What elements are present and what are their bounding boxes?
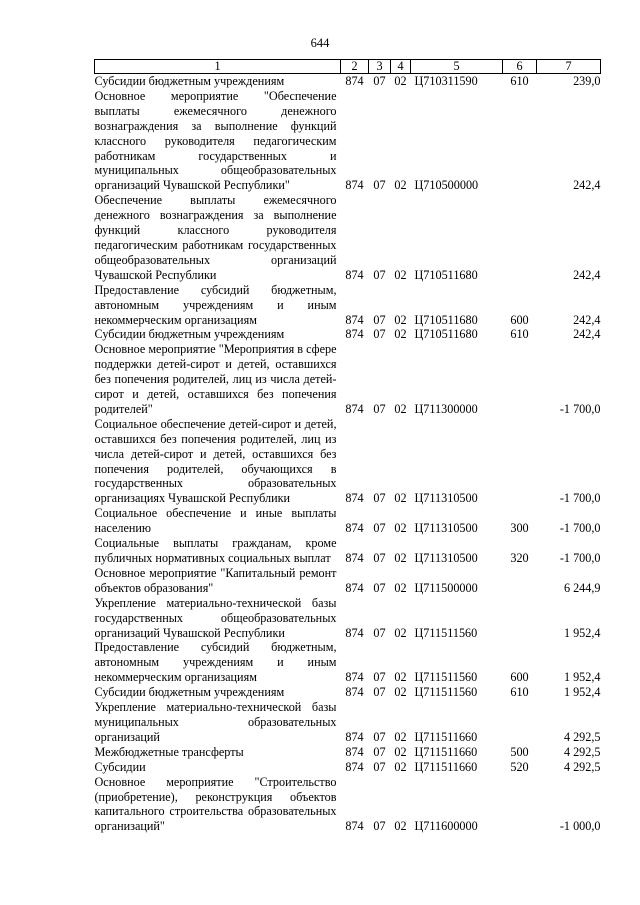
row-section-code: 07 — [373, 521, 386, 536]
row-name — [95, 74, 341, 89]
row-section-code: 07 — [373, 551, 386, 565]
row-target-article: Ц711300000 — [414, 401, 478, 416]
table-row — [95, 417, 601, 506]
row-name — [95, 536, 341, 566]
row-target-article: Ц710511680 — [414, 327, 478, 342]
row-expense-type — [503, 193, 537, 282]
row-target-article: Ц711310500 — [414, 551, 478, 565]
row-subsection-code: 02 — [394, 267, 407, 282]
row-target-article: Ц711511560 — [414, 670, 478, 685]
row-name — [95, 700, 341, 745]
table-body — [95, 74, 601, 835]
row-amount: -1 000,0 — [559, 819, 601, 834]
row-target-article: Ц711310500 — [414, 521, 478, 536]
row-ministry-code: 874 — [345, 551, 364, 565]
row-expense-type — [503, 342, 537, 417]
row-amount: 1 952,4 — [563, 670, 601, 685]
row-ministry-code: 874 — [345, 625, 364, 640]
row-name-text: Основное мероприятие "Обеспечение выплаты ежемесячного денежного вознаграждения за выполнение функций классного руководителя педагогическим работникам государственных и муниципальных общеобразовательных организаций Чувашской Республики" — [94, 88, 337, 193]
row-name-text: Основное мероприятие "Капитальный ремонт объектов образования" — [94, 565, 337, 595]
row-subsection-code: 02 — [394, 74, 407, 88]
row-name-text: Укрепление материально-технической базы государственных общеобразовательных организаций Чувашской Республики — [94, 595, 337, 640]
row-ministry-code: 874 — [345, 491, 364, 506]
row-amount: 242,4 — [573, 327, 601, 342]
row-section-code: 07 — [373, 327, 386, 342]
row-expense-type — [503, 775, 537, 835]
table-row — [95, 283, 601, 328]
header-col-4: 4 — [391, 60, 411, 74]
row-name — [95, 745, 341, 760]
row-amount: 4 292,5 — [563, 729, 601, 744]
row-name — [95, 685, 341, 700]
row-ministry-code: 874 — [345, 267, 364, 282]
row-expense-type: 520 — [510, 759, 529, 774]
row-amount: -1 700,0 — [559, 401, 601, 416]
row-ministry-code: 874 — [345, 729, 364, 744]
table-header — [95, 60, 601, 74]
row-ministry-code: 874 — [345, 312, 364, 327]
row-section-code: 07 — [373, 670, 386, 685]
row-target-article: Ц710511680 — [414, 267, 478, 282]
table-row — [95, 640, 601, 685]
row-ministry-code: 874 — [345, 580, 364, 595]
row-target-article: Ц711511660 — [414, 759, 478, 774]
table-row — [95, 700, 601, 745]
row-name — [95, 640, 341, 685]
row-name-text: Предоставление субсидий бюджетным, автономным учреждениям и иным некоммерческим организациям — [94, 282, 337, 327]
table-row — [95, 193, 601, 282]
row-ministry-code: 874 — [345, 521, 364, 536]
row-amount: 1 952,4 — [563, 685, 601, 700]
row-target-article: Ц711310500 — [414, 491, 478, 506]
row-section-code: 07 — [373, 744, 386, 759]
row-section-code: 07 — [373, 401, 386, 416]
row-section-code: 07 — [373, 267, 386, 282]
row-amount: 242,4 — [573, 267, 601, 282]
row-ministry-code: 874 — [345, 74, 364, 88]
table-row — [95, 342, 601, 417]
row-name — [95, 596, 341, 641]
row-subsection-code: 02 — [394, 685, 407, 700]
row-amount: -1 700,0 — [559, 521, 601, 536]
row-amount: 4 292,5 — [563, 759, 601, 774]
table-row — [95, 685, 601, 700]
row-expense-type: 610 — [510, 327, 529, 342]
table-row — [95, 506, 601, 536]
row-ministry-code: 874 — [345, 685, 364, 700]
row-amount: 6 244,9 — [563, 580, 601, 595]
row-name — [95, 342, 341, 417]
row-section-code: 07 — [373, 819, 386, 834]
row-name — [95, 283, 341, 328]
row-section-code: 07 — [373, 625, 386, 640]
row-target-article: Ц711511660 — [414, 744, 478, 759]
row-amount: 1 952,4 — [563, 625, 601, 640]
row-ministry-code: 874 — [345, 819, 364, 834]
row-target-article: Ц711511660 — [414, 729, 478, 744]
row-section-code: 07 — [373, 759, 386, 774]
row-name — [95, 775, 341, 835]
header-col-1: 1 — [95, 60, 341, 74]
row-section-code: 07 — [373, 729, 386, 744]
row-expense-type: 600 — [510, 312, 529, 327]
table-row — [95, 760, 601, 775]
row-target-article: Ц711511560 — [414, 685, 478, 700]
row-name-text: Основное мероприятие "Мероприятия в сфере поддержки детей-сирот и детей, оставшихся без попечения родителей, лиц из числа детей-сирот и детей, оставшихся без попечения родителей" — [94, 342, 337, 416]
row-target-article: Ц711511560 — [414, 625, 478, 640]
row-amount: 242,4 — [573, 312, 601, 327]
row-name — [95, 506, 341, 536]
row-subsection-code: 02 — [394, 744, 407, 759]
row-subsection-code: 02 — [394, 178, 407, 193]
row-name-text: Межбюджетные трансферты — [94, 744, 244, 759]
row-ministry-code: 874 — [345, 327, 364, 342]
row-name-text: Предоставление субсидий бюджетным, автономным учреждениям и иным некоммерческим организациям — [94, 640, 337, 685]
row-subsection-code: 02 — [394, 327, 407, 342]
row-ministry-code: 874 — [345, 401, 364, 416]
row-subsection-code: 02 — [394, 521, 407, 536]
header-col-6: 6 — [503, 60, 537, 74]
row-subsection-code: 02 — [394, 625, 407, 640]
row-target-article: Ц711600000 — [414, 819, 478, 834]
row-name-text: Субсидии бюджетным учреждениям — [94, 685, 285, 700]
row-name — [95, 760, 341, 775]
row-target-article: Ц710511680 — [414, 312, 478, 327]
row-amount: 239,0 — [573, 74, 601, 88]
row-target-article: Ц711500000 — [414, 580, 478, 595]
row-section-code: 07 — [373, 491, 386, 506]
row-expense-type — [503, 700, 537, 745]
row-name — [95, 566, 341, 596]
table-row — [95, 566, 601, 596]
row-subsection-code: 02 — [394, 819, 407, 834]
row-name-text: Социальные выплаты гражданам, кроме публичных нормативных социальных выплат — [94, 536, 337, 565]
row-ministry-code: 874 — [345, 759, 364, 774]
row-subsection-code: 02 — [394, 312, 407, 327]
row-name — [95, 417, 341, 506]
table-row — [95, 536, 601, 566]
row-name — [95, 193, 341, 282]
table-row — [95, 596, 601, 641]
row-subsection-code: 02 — [394, 759, 407, 774]
row-expense-type: 300 — [510, 521, 529, 536]
table-row — [95, 745, 601, 760]
row-section-code: 07 — [373, 178, 386, 193]
row-expense-type: 500 — [510, 744, 529, 759]
row-subsection-code: 02 — [394, 580, 407, 595]
row-subsection-code: 02 — [394, 401, 407, 416]
header-col-3: 3 — [369, 60, 391, 74]
row-expense-type — [503, 596, 537, 641]
row-subsection-code: 02 — [394, 729, 407, 744]
header-col-5: 5 — [411, 60, 503, 74]
row-expense-type: 610 — [510, 685, 529, 700]
row-expense-type: 610 — [510, 74, 529, 88]
row-section-code: 07 — [373, 312, 386, 327]
row-amount: -1 700,0 — [559, 491, 601, 506]
row-name — [95, 89, 341, 193]
table-row — [95, 327, 601, 342]
row-amount: 4 292,5 — [563, 744, 601, 759]
row-expense-type — [503, 566, 537, 596]
row-ministry-code: 874 — [345, 178, 364, 193]
row-subsection-code: 02 — [394, 551, 407, 565]
row-ministry-code: 874 — [345, 670, 364, 685]
row-name — [95, 327, 341, 342]
header-col-2: 2 — [341, 60, 369, 74]
table-row — [95, 89, 601, 193]
row-amount: -1 700,0 — [559, 551, 601, 565]
row-amount: 242,4 — [573, 178, 601, 193]
row-name-text: Обеспечение выплаты ежемесячного денежного вознаграждения за выполнение функций классного руководителя педагогическим работникам государственных общеобразовательных организаций Чувашской Республики — [94, 193, 337, 282]
row-name-text: Социальное обеспечение детей-сирот и детей, оставшихся без попечения родителей, лиц из числа детей-сирот и детей, оставшихся без попечения родителей, обучающихся в государственных образовательных организациях Чувашской Республики — [94, 416, 337, 506]
row-target-article: Ц710500000 — [414, 178, 479, 193]
row-target-article: Ц710311590 — [414, 74, 478, 88]
row-section-code: 07 — [373, 74, 386, 88]
row-name-text: Субсидии — [94, 759, 146, 774]
row-expense-type — [503, 417, 537, 506]
row-section-code: 07 — [373, 685, 386, 700]
row-subsection-code: 02 — [394, 670, 407, 685]
row-subsection-code: 02 — [394, 491, 407, 506]
row-name-text: Социальное обеспечение и иные выплаты населению — [94, 506, 337, 536]
budget-table — [94, 59, 601, 834]
row-name-text: Основное мероприятие "Строительство (приобретение), реконструкция объектов капитального строительства образовательных организаций" — [94, 774, 337, 834]
row-expense-type — [503, 89, 537, 193]
row-name-text: Субсидии бюджетным учреждениям — [94, 74, 285, 88]
header-col-7: 7 — [537, 60, 601, 74]
row-section-code: 07 — [373, 580, 386, 595]
table-row — [95, 74, 601, 89]
row-ministry-code: 874 — [345, 744, 364, 759]
table-row — [95, 775, 601, 835]
page-number: 644 — [310, 36, 330, 50]
row-expense-type: 600 — [510, 670, 529, 685]
row-name-text: Субсидии бюджетным учреждениям — [94, 327, 285, 342]
row-name-text: Укрепление материально-технической базы муниципальных образовательных организаций — [94, 700, 337, 744]
row-expense-type: 320 — [510, 551, 529, 565]
